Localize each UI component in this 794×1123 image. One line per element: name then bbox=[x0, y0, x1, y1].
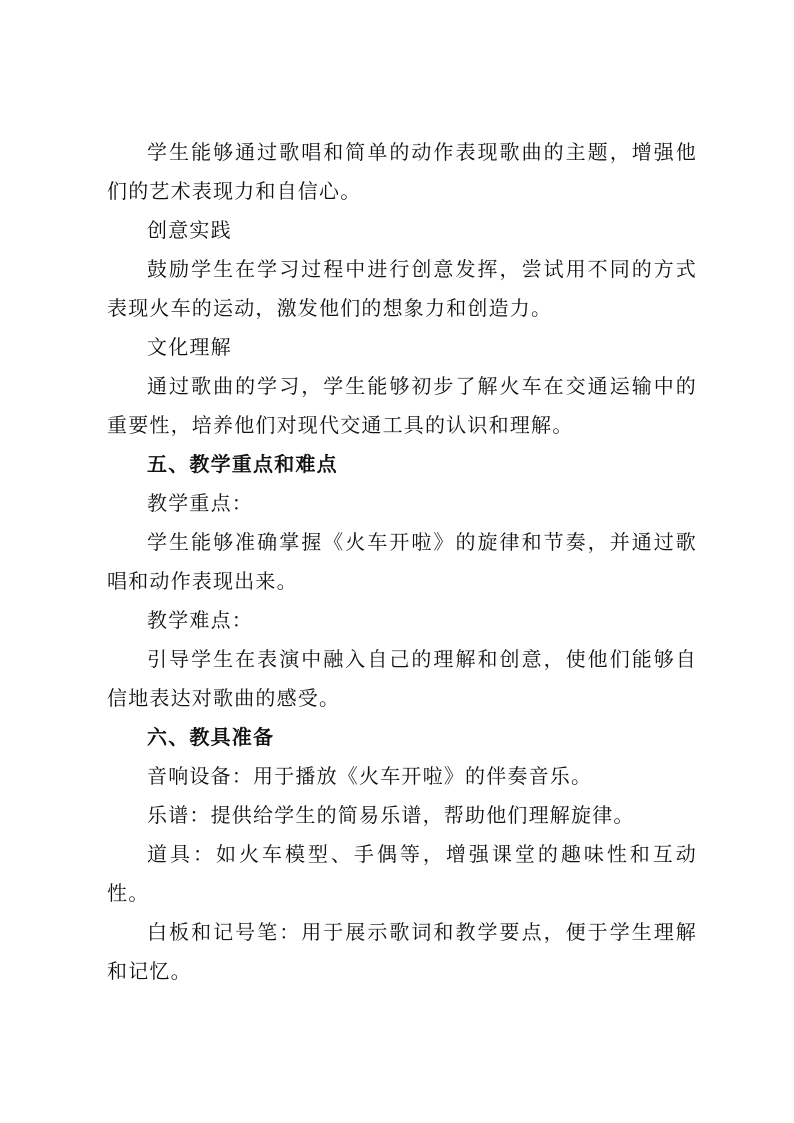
paragraph-audio-equipment: 音响设备：用于播放《火车开啦》的伴奏音乐。 bbox=[147, 764, 593, 788]
paragraph-teaching-difficulty: 引导学生在表演中融入自己的理解和创意，使他们能够自信地表达对歌曲的感受。 bbox=[107, 647, 697, 710]
paragraph-cultural-understanding: 通过歌曲的学习，学生能够初步了解火车在交通运输中的重要性，培养他们对现代交通工具的认识和理解。 bbox=[107, 374, 697, 437]
paragraph-whiteboard: 白板和记号笔：用于展示歌词和教学要点，便于学生理解和记忆。 bbox=[107, 920, 697, 983]
paragraph-props: 道具：如火车模型、手偶等，增强课堂的趣味性和互动性。 bbox=[107, 842, 697, 905]
label-creative-practice: 创意实践 bbox=[147, 218, 232, 242]
paragraph-teaching-focus: 学生能够准确掌握《火车开啦》的旋律和节奏，并通过歌唱和动作表现出来。 bbox=[107, 530, 697, 593]
label-cultural-understanding: 文化理解 bbox=[147, 335, 232, 359]
paragraph-creative-practice: 鼓励学生在学习过程中进行创意发挥，尝试用不同的方式表现火车的运动，激发他们的想象力和创造力。 bbox=[107, 257, 697, 320]
paragraph-sheet-music: 乐谱：提供给学生的简易乐谱，帮助他们理解旋律。 bbox=[147, 803, 635, 827]
label-teaching-difficulty: 教学难点： bbox=[147, 608, 253, 632]
paragraph-artistic-expression: 学生能够通过歌唱和简单的动作表现歌曲的主题，增强他们的艺术表现力和自信心。 bbox=[107, 140, 697, 203]
label-teaching-focus: 教学重点： bbox=[147, 491, 253, 515]
section-heading-key-points: 五、教学重点和难点 bbox=[147, 452, 338, 476]
document-body bbox=[107, 133, 697, 991]
section-heading-teaching-aids: 六、教具准备 bbox=[147, 725, 275, 749]
